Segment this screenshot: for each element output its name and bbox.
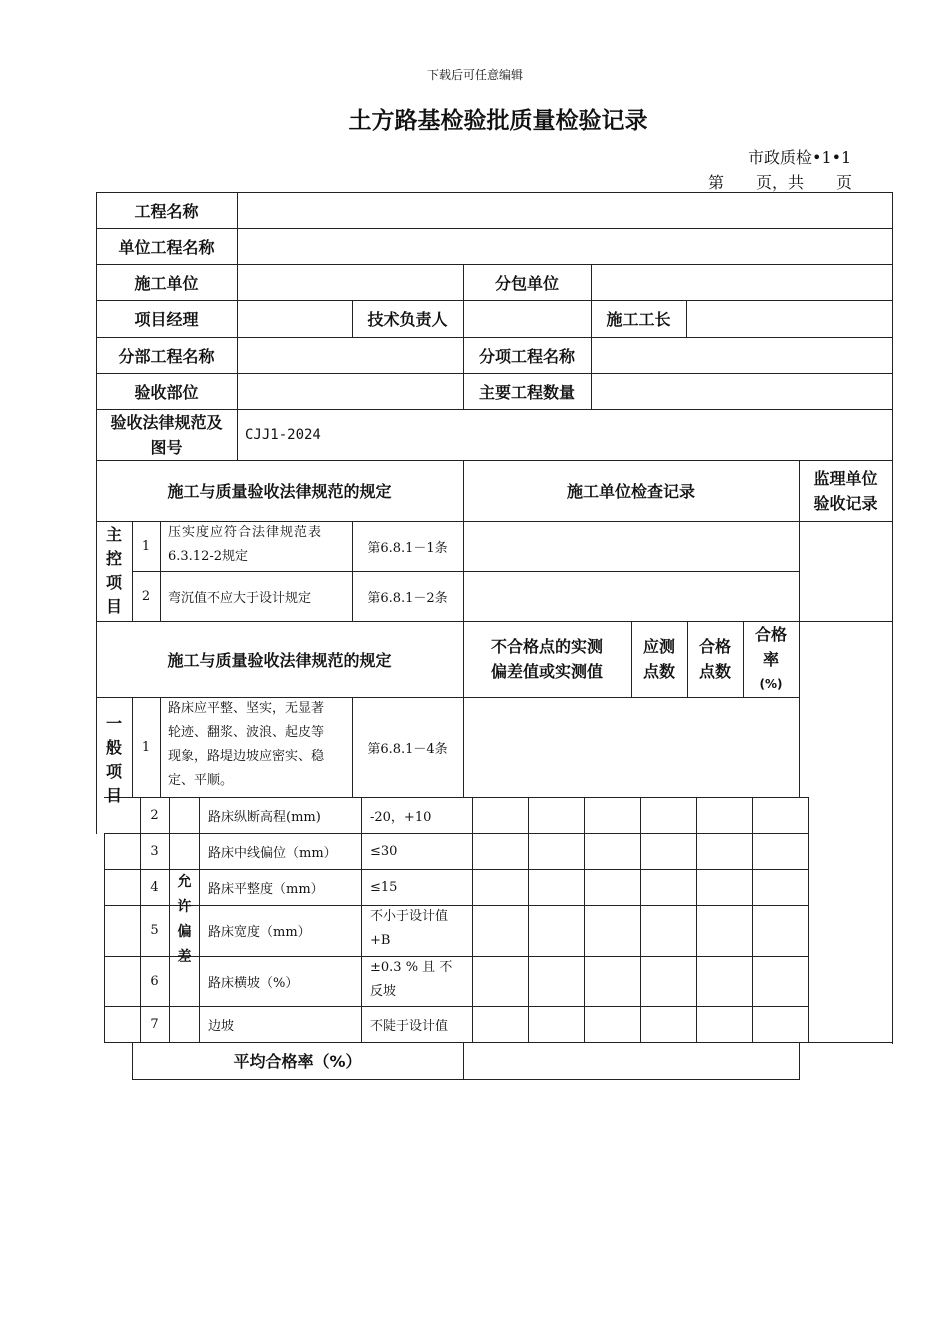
field-subcontract-unit[interactable] [592, 265, 892, 300]
spec-header-2: 施工与质量验收法律规范的规定 [167, 650, 392, 670]
main-control-supervisor-field[interactable] [800, 522, 892, 621]
tolerance-row-no: 5 [150, 923, 159, 938]
tolerance-row-value: ≤15 [370, 879, 398, 895]
tolerance-row-value: -20，+10 [370, 809, 432, 825]
label-division-name: 分部工程名称 [118, 346, 215, 366]
deviation-header: 不合格点的实测 偏差值或实测值 [490, 637, 603, 681]
general-item-1-text: 路床应平整、坚实，无显著 轮迹、翻浆、波浪、起皮等 现象，路堤边坡应密实、稳 定、平顺。 [168, 701, 325, 788]
field-project-manager[interactable] [238, 301, 352, 337]
label-acceptance-part: 验收部位 [134, 382, 199, 402]
field-subitem-name[interactable] [592, 338, 892, 373]
label-standard: 验收法律规范及 图号 [110, 412, 223, 457]
tolerance-row-no: 2 [150, 807, 159, 823]
tolerance-row-name: 边坡 [208, 1018, 235, 1034]
tolerance-row-no: 4 [150, 879, 159, 895]
main-item-1-clause: 第6.8.1－1条 [367, 540, 448, 556]
tolerance-row-no: 7 [150, 1016, 159, 1032]
field-main-quantity[interactable] [592, 374, 892, 409]
main-item-1-no: 1 [141, 538, 151, 554]
label-construction-unit: 施工单位 [134, 273, 199, 293]
tolerance-row-name: 路床宽度（mm） [208, 925, 311, 940]
tolerance-row-name: 路床纵断高程(mm) [208, 809, 321, 825]
field-construction-unit[interactable] [238, 265, 463, 300]
label-main-quantity: 主要工程数量 [478, 382, 575, 402]
avg-pass-rate-field[interactable] [464, 1043, 799, 1079]
general-item-1-clause: 第6.8.1－4条 [367, 741, 448, 757]
label-project-manager: 项目经理 [134, 310, 199, 329]
tolerance-row-name: 路床横坡（%） [208, 975, 299, 991]
field-acceptance-part[interactable] [238, 374, 463, 409]
tolerance-label: 允 许 偏 差 [177, 874, 192, 965]
main-item-1-text: 压实度应符合法律规范表 6.3.12-2规定 [168, 525, 323, 564]
field-foreman[interactable] [687, 301, 892, 337]
tolerance-row-name: 路床平整度（mm） [208, 881, 324, 897]
label-foreman: 施工工长 [606, 310, 671, 329]
field-division-name[interactable] [238, 338, 463, 373]
field-project-name[interactable] [238, 193, 892, 228]
field-unit-project-name[interactable] [238, 229, 892, 264]
main-item-2-record[interactable] [464, 572, 799, 621]
field-standard-value[interactable]: CJJ1-2024 [245, 426, 321, 443]
avg-pass-rate-label: 平均合格率（%） [233, 1052, 362, 1071]
tolerance-row-no: 6 [150, 973, 159, 989]
general-supervisor-field[interactable] [809, 622, 892, 1042]
pass-rate-header: 合格 率 (%) [754, 624, 787, 691]
supervisor-header: 监理单位 验收记录 [813, 468, 878, 513]
tolerance-row-name: 路床中线偏位（mm） [208, 845, 337, 861]
points-header: 应测 点数 [642, 637, 675, 681]
tolerance-row-value: 不小于设计值 +B [370, 909, 449, 948]
label-unit-project-name: 单位工程名称 [118, 237, 215, 257]
main-item-2-clause: 第6.8.1－2条 [367, 590, 448, 606]
tolerance-row-value: 不陡于设计值 [370, 1018, 449, 1034]
main-item-1-record[interactable] [464, 522, 799, 571]
form-code: 市政质检•1•1 [748, 148, 852, 167]
label-subcontract-unit: 分包单位 [494, 273, 559, 293]
page-of: 第 页，共 页 [708, 173, 853, 192]
tolerance-row-value: ±0.3 % 且 不 反坡 [370, 960, 453, 999]
spec-header-1: 施工与质量验收法律规范的规定 [167, 482, 392, 501]
general-label: 一 般 项 目 [105, 714, 122, 805]
label-subitem-name: 分项工程名称 [478, 346, 575, 366]
tolerance-row-value: ≤30 [370, 843, 398, 859]
label-project-name: 工程名称 [134, 201, 199, 221]
field-tech-lead[interactable] [464, 301, 591, 337]
general-item-1-no: 1 [141, 739, 151, 755]
label-tech-lead: 技术负责人 [367, 310, 448, 329]
tolerance-row-no: 3 [150, 843, 159, 859]
check-record-header: 施工单位检查记录 [566, 482, 695, 501]
main-control-label: 主 控 项 目 [105, 525, 122, 616]
header-note: 下载后可任意编辑 [426, 68, 523, 82]
pass-points-header: 合格 点数 [698, 637, 731, 681]
general-item-1-record[interactable] [464, 698, 799, 797]
page-title: 土方路基检验批质量检验记录 [348, 108, 648, 134]
main-item-2-no: 2 [141, 588, 151, 604]
main-item-2-text: 弯沉值不应大于设计规定 [168, 590, 312, 606]
